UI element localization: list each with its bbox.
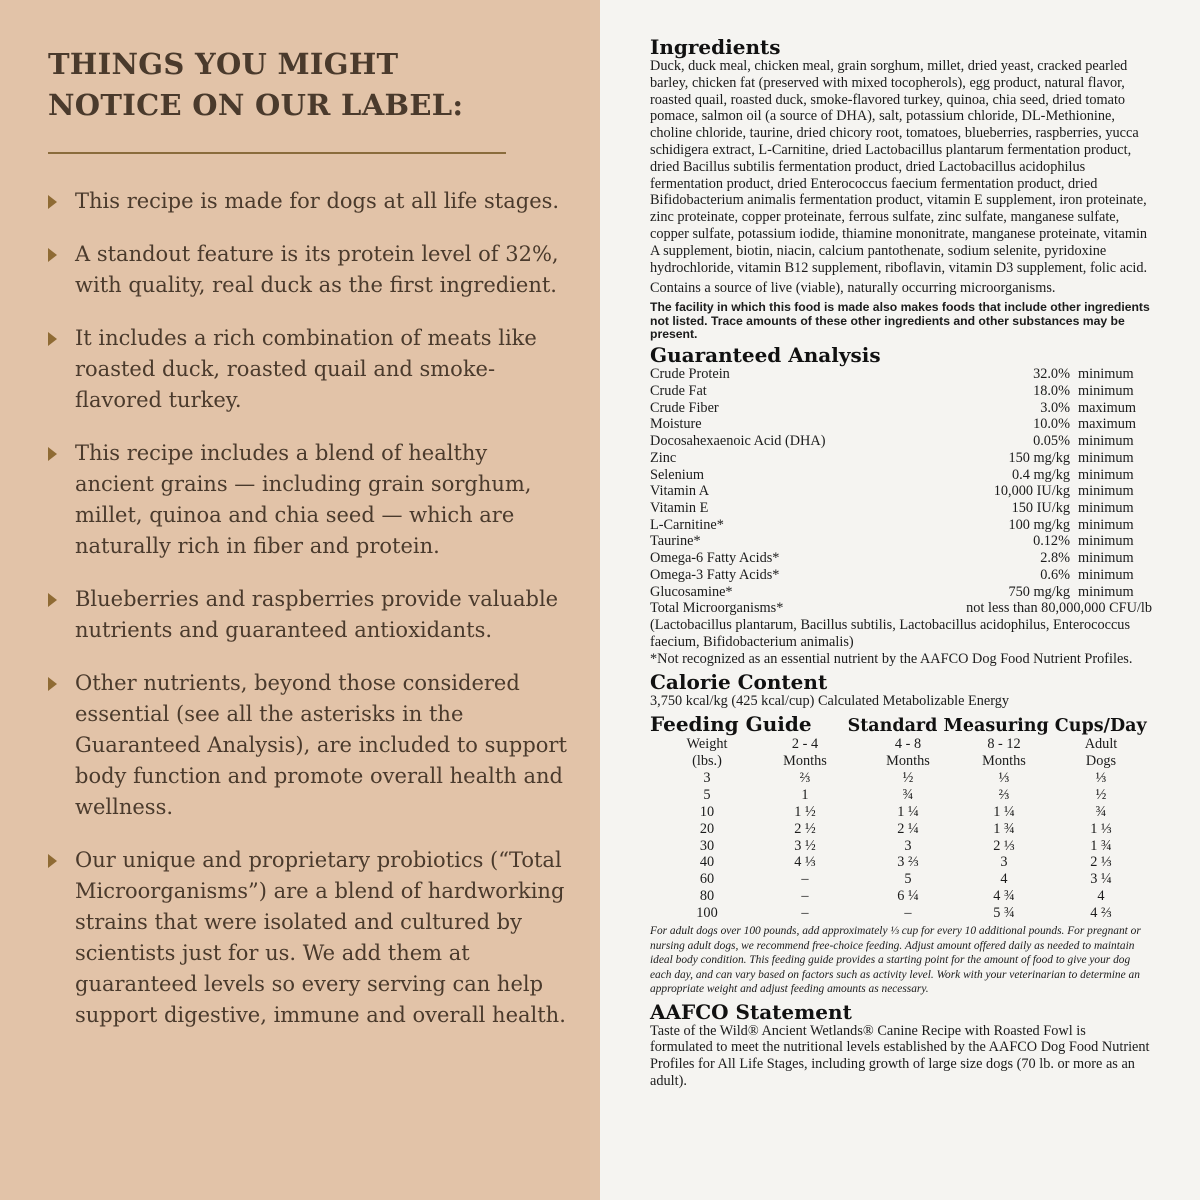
- table-row: [664, 821, 1150, 838]
- nutrient-value: 18.0%: [1033, 383, 1070, 400]
- table-cell: –: [801, 871, 809, 888]
- nutrient-name: Moisture: [650, 416, 702, 433]
- triangle-bullet-icon: [48, 447, 57, 461]
- bullet-text: A standout feature is its protein level of 32%, with quality, real duck as the first ingredient.: [75, 242, 559, 297]
- list-item: [48, 438, 570, 562]
- nutrient-qualifier: minimum: [1078, 583, 1134, 600]
- nutrient-qualifier: minimum: [1078, 533, 1134, 550]
- table-cell: 3: [904, 837, 912, 854]
- nutrient-value: 10,000 IU/kg: [993, 483, 1070, 500]
- nutrient-name: Selenium: [650, 466, 705, 483]
- table-row: [650, 467, 1152, 484]
- column-header: Months: [982, 753, 1026, 770]
- table-row: [664, 770, 1150, 787]
- nutrient-qualifier: minimum: [1078, 433, 1134, 450]
- table-cell: 100: [696, 905, 718, 922]
- table-row: [650, 400, 1152, 417]
- triangle-bullet-icon: [48, 593, 57, 607]
- bullet-text: This recipe includes a blend of healthy ancient grains — including grain sorghum, millet, quinoa and chia seed — which are naturally rich in fiber and protein.: [75, 441, 532, 558]
- list-item: [48, 323, 570, 416]
- microorganism-strains: (Lactobacillus plantarum, Bacillus subtilis, Lactobacillus acidophilus, Enterococcus faecium, Bifidobacterium animalis): [650, 616, 1131, 650]
- table-cell: 1: [801, 786, 809, 803]
- triangle-bullet-icon: [48, 248, 57, 262]
- column-header: Months: [886, 753, 930, 770]
- triangle-bullet-icon: [48, 195, 57, 209]
- nutrient-name: L-Carnitine*: [650, 516, 724, 533]
- list-item: [48, 845, 570, 1031]
- table-cell: ⅔: [799, 769, 811, 786]
- table-row: [650, 567, 1152, 584]
- table-cell: 3 ⅔: [897, 854, 919, 871]
- nutrient-name: Total Microorganisms*: [650, 600, 784, 617]
- table-cell: ½: [902, 769, 914, 786]
- triangle-bullet-icon: [48, 854, 57, 868]
- table-cell: 3: [703, 769, 711, 786]
- highlights-title-line1: THINGS YOU MIGHT: [48, 47, 399, 81]
- table-cell: 2 ½: [794, 820, 816, 837]
- nutrient-qualifier: minimum: [1078, 500, 1134, 516]
- table-cell: 80: [699, 888, 715, 905]
- bullet-text: Other nutrients, beyond those considered essential (see all the asterisks in the Guaranteed Analysis), are included to support body function and promote overall health and wellness.: [75, 671, 567, 819]
- column-header: 2 - 4: [791, 736, 819, 753]
- table-cell: 1 ½: [794, 803, 816, 820]
- bullet-text: This recipe is made for dogs at all life stages.: [75, 189, 560, 213]
- bullet-text: Our unique and proprietary probiotics (“Total Microorganisms”) are a blend of hardworking strains that were isolated and cultured by scientists just for us. We add them at guaranteed levels so every serving can help support digestive, immune and overall health.: [75, 848, 566, 1027]
- table-cell: ½: [1095, 786, 1107, 803]
- nutrient-qualifier: maximum: [1078, 399, 1136, 416]
- nutrient-qualifier: minimum: [1078, 483, 1134, 500]
- table-cell: ¾: [902, 786, 914, 803]
- nutrient-name: Omega-3 Fatty Acids*: [650, 566, 780, 583]
- table-row: [650, 366, 1152, 383]
- facility-note: The facility in which this food is made also makes foods that include other ingredients not listed. Trace amounts of these other ingredients and other substances may be present.: [650, 300, 1150, 341]
- column-header: (lbs.): [692, 753, 722, 770]
- list-item: [48, 186, 570, 217]
- table-cell: ⅓: [998, 769, 1010, 786]
- analysis-heading: Guaranteed Analysis: [650, 343, 881, 368]
- nutrient-qualifier: minimum: [1078, 566, 1134, 583]
- triangle-bullet-icon: [48, 332, 57, 346]
- nutrient-name: Vitamin A: [650, 483, 710, 500]
- list-item: [48, 239, 570, 301]
- table-row: [650, 433, 1152, 450]
- nutrient-qualifier: minimum: [1078, 550, 1134, 567]
- column-header: 4 - 8: [894, 736, 922, 753]
- nutrient-value: 150 IU/kg: [1011, 500, 1070, 516]
- feeding-heading: Feeding Guide: [650, 712, 812, 737]
- table-cell: ⅔: [998, 786, 1010, 803]
- table-cell: ⅓: [1095, 769, 1107, 786]
- table-row: [650, 500, 1152, 517]
- column-header: Adult: [1084, 736, 1118, 753]
- highlights-title-line2: NOTICE ON OUR LABEL:: [48, 88, 464, 122]
- table-cell: 10: [699, 803, 715, 820]
- nutrient-name: Glucosamine*: [650, 583, 733, 600]
- nutrient-name: Docosahexaenoic Acid (DHA): [650, 433, 826, 450]
- table-cell: –: [904, 905, 912, 922]
- feeding-note: For adult dogs over 100 pounds, add approximately ⅓ cup for every 10 additional pounds. For pregnant or nursing adult dogs, we recommend free-choice feeding. Adjust amount offered daily as needed to maintain ideal body condition. This feeding guide provides a starting point for the amount of food to give your dog each day, and can vary based on factors such as activity level. Work with your veterinarian to determine an appropriate weight and adjust feeding amounts as necessary.: [650, 925, 1141, 996]
- nutrient-qualifier: minimum: [1078, 516, 1134, 533]
- table-cell: 1 ¾: [993, 820, 1015, 837]
- nutrient-value: 750 mg/kg: [1008, 583, 1070, 600]
- table-cell: 3: [1000, 854, 1008, 871]
- table-cell: 2 ⅓: [1090, 854, 1112, 871]
- nutrient-value: 0.6%: [1040, 566, 1070, 583]
- table-cell: 3 ½: [794, 837, 816, 854]
- table-cell: 5 ¾: [993, 905, 1015, 922]
- table-cell: 40: [699, 854, 715, 871]
- table-row: [650, 533, 1152, 550]
- table-cell: 6 ¼: [897, 888, 919, 905]
- list-item: [48, 668, 570, 823]
- table-cell: 5: [703, 786, 711, 803]
- table-row: [664, 787, 1150, 804]
- nutrient-name: Taurine*: [650, 533, 701, 550]
- table-row: [650, 416, 1152, 433]
- highlights-list: [48, 186, 570, 1031]
- column-header: Weight: [686, 736, 728, 753]
- nutrient-value: 2.8%: [1040, 550, 1070, 567]
- nutrient-value: 10.0%: [1033, 416, 1070, 433]
- calorie-text: 3,750 kcal/kg (425 kcal/cup) Calculated Metabolizable Energy: [650, 693, 1010, 710]
- table-cell: 1 ¼: [897, 803, 919, 820]
- nutrient-name: Crude Fiber: [650, 399, 719, 416]
- nutrient-qualifier: minimum: [1078, 449, 1134, 466]
- nutrient-qualifier: minimum: [1078, 466, 1134, 483]
- table-cell: 4 ¾: [993, 888, 1015, 905]
- table-cell: 3 ¼: [1090, 871, 1112, 888]
- nutrient-value: 100 mg/kg: [1008, 516, 1070, 533]
- table-cell: 4 ⅓: [794, 854, 816, 871]
- table-row: [664, 838, 1150, 855]
- nutrient-value: 150 mg/kg: [1008, 449, 1070, 466]
- table-row: [650, 517, 1152, 534]
- table-cell: 1 ¼: [993, 803, 1015, 820]
- table-cell: 20: [699, 820, 715, 837]
- label-panel: [600, 0, 1200, 1200]
- table-row: [664, 804, 1150, 821]
- triangle-bullet-icon: [48, 677, 57, 691]
- nutrient-value: 0.4 mg/kg: [1012, 466, 1070, 483]
- nutrient-value: 3.0%: [1040, 399, 1070, 416]
- aafco-text: Taste of the Wild® Ancient Wetlands® Canine Recipe with Roasted Fowl is formulated to meet the nutritional levels established by the AAFCO Dog Food Nutrient Profiles for All Life Stages, including growth of large size dogs (70 lb. or more as an adult).: [650, 1022, 1150, 1089]
- table-cell: 30: [699, 837, 715, 854]
- analysis-footnote: *Not recognized as an essential nutrient by the AAFCO Dog Food Nutrient Profiles.: [650, 650, 1133, 667]
- table-row: [664, 905, 1150, 922]
- nutrient-qualifier: minimum: [1078, 383, 1134, 400]
- column-header: Dogs: [1085, 753, 1117, 770]
- nutrient-qualifier: minimum: [1078, 366, 1134, 383]
- table-cell: 60: [699, 871, 715, 888]
- table-cell: –: [801, 905, 809, 922]
- table-cell: 5: [904, 871, 912, 888]
- nutrient-name: Omega-6 Fatty Acids*: [650, 550, 780, 567]
- table-cell: 1 ⅓: [1090, 820, 1112, 837]
- nutrient-value: not less than 80,000,000 CFU/lb: [966, 600, 1152, 617]
- table-row: [650, 383, 1152, 400]
- nutrient-name: Crude Fat: [650, 383, 707, 400]
- ingredients-text: Duck, duck meal, chicken meal, grain sorghum, millet, dried yeast, cracked pearled barley, chicken fat (preserved with mixed tocopherols), egg product, natural flavor, roasted quail, roasted duck, smoke-flavored turkey, quinoa, chia seed, dried tomato pomace, salmon oil (a source of DHA), salt, potassium chloride, DL-Methionine, choline chloride, taurine, dried chicory root, tomatoes, blueberries, raspberries, yucca schidigera extract, L-Carnitine, dried Lactobacillus plantarum fermentation product, dried Bacillus subtilis fermentation product, dried Lactobacillus acidophilus fermentation product, dried Enterococcus faecium fermentation product, dried Bifidobacterium animalis fermentation product, vitamin E supplement, iron proteinate, zinc proteinate, copper proteinate, ferrous sulfate, zinc sulfate, manganese sulfate, copper sulfate, potassium iodide, thiamine mononitrate, manganese proteinate, vitamin A supplement, biotin, niacin, calcium pantothenate, sodium selenite, pyridoxine hydrochloride, vitamin B12 supplement, riboflavin, vitamin D3 supplement, folic acid.: [650, 58, 1148, 276]
- nutrient-name: Zinc: [650, 449, 677, 466]
- table-cell: 4: [1000, 871, 1008, 888]
- table-cell: 2 ⅓: [993, 837, 1015, 854]
- table-cell: 4 ⅔: [1090, 905, 1112, 922]
- table-cell: –: [801, 888, 809, 905]
- nutrient-value: 0.12%: [1033, 533, 1070, 550]
- nutrient-qualifier: maximum: [1078, 416, 1136, 433]
- table-header-row: [664, 753, 1150, 770]
- feeding-subheading: Standard Measuring Cups/Day: [847, 716, 1147, 737]
- table-row: [650, 584, 1152, 601]
- table-cell: 1 ¾: [1090, 837, 1112, 854]
- nutrient-name: Crude Protein: [650, 366, 730, 383]
- feeding-header: [650, 713, 1152, 736]
- title-divider: [48, 152, 506, 154]
- table-row: [650, 483, 1152, 500]
- table-cell: 2 ¼: [897, 820, 919, 837]
- bullet-text: It includes a rich combination of meats like roasted duck, roasted quail and smoke-flavored turkey.: [75, 326, 537, 412]
- total-microorganisms-row: [650, 600, 1152, 617]
- table-row: [664, 854, 1150, 871]
- table-cell: 4: [1097, 888, 1105, 905]
- bullet-text: Blueberries and raspberries provide valuable nutrients and guaranteed antioxidants.: [75, 587, 559, 642]
- column-header: 8 - 12: [987, 736, 1021, 753]
- analysis-table: [650, 366, 1152, 667]
- table-row: [664, 871, 1150, 888]
- nutrient-name: Vitamin E: [650, 500, 709, 516]
- table-cell: ¾: [1095, 803, 1107, 820]
- list-item: [48, 584, 570, 646]
- table-row: [650, 450, 1152, 467]
- ingredients-heading: Ingredients: [650, 35, 781, 59]
- feeding-table: [664, 736, 1150, 922]
- table-header-row: [664, 736, 1150, 753]
- highlights-title: [48, 44, 570, 126]
- live-microorganisms-note: Contains a source of live (viable), naturally occurring microorganisms.: [650, 280, 1056, 297]
- calorie-heading: Calorie Content: [650, 670, 828, 695]
- table-row: [650, 550, 1152, 567]
- table-row: [664, 888, 1150, 905]
- column-header: Months: [783, 753, 827, 770]
- nutrient-value: 32.0%: [1033, 366, 1070, 383]
- aafco-heading: AAFCO Statement: [650, 999, 852, 1024]
- nutrient-value: 0.05%: [1033, 433, 1070, 450]
